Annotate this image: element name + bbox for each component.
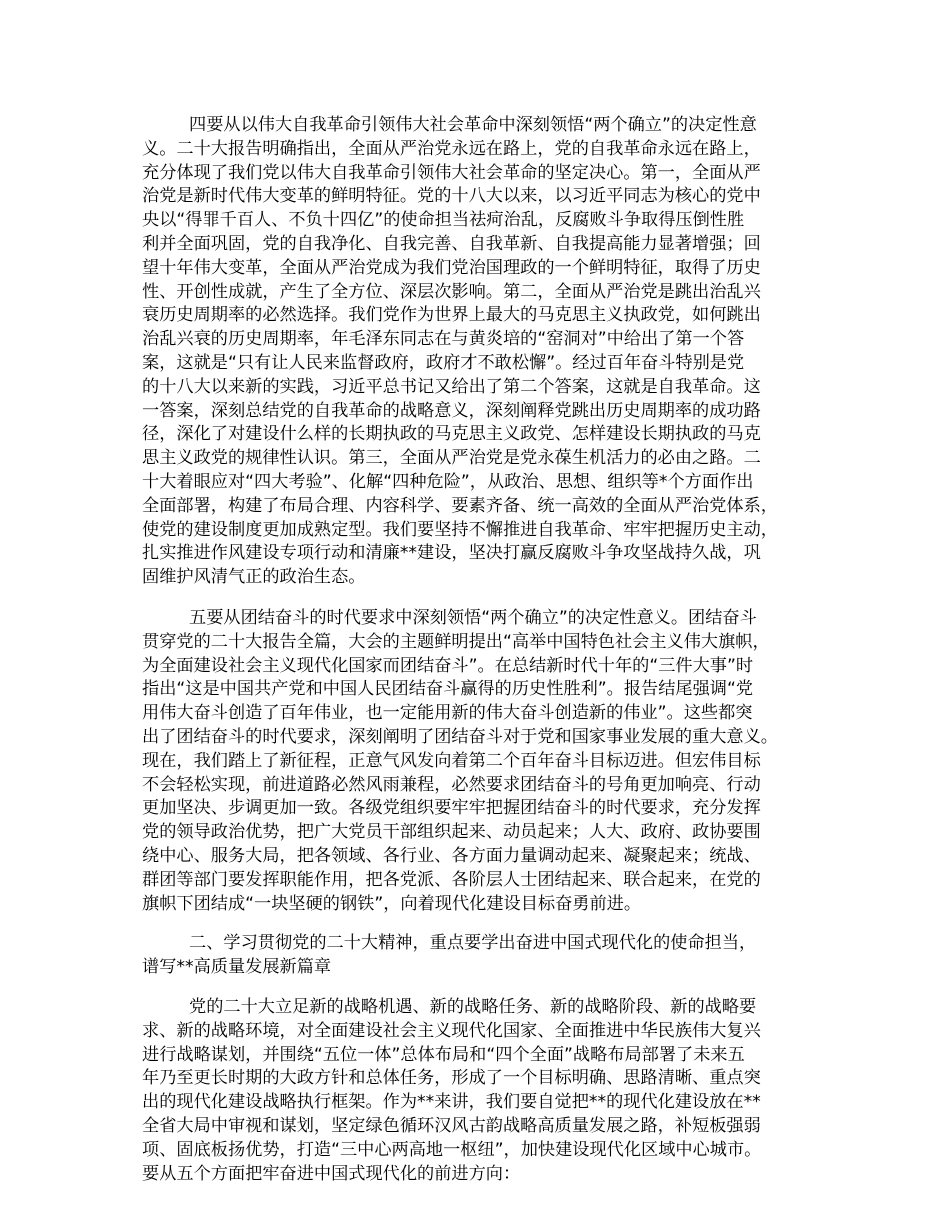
text-line: 使党的建设制度更加成熟定型。我们要坚持不懈推进自我革命、牢牢把握历史主动， (142, 519, 778, 540)
text-line: 性、开创性成就，产生了全方位、深层次影响。第二，全面从严治党是跳出治乱兴 (142, 281, 761, 302)
text-line: 要从五个方面把牢奋进中国式现代化的前进方向： (142, 1163, 521, 1184)
text-line: 绕中心、服务大局，把各领域、各行业、各方面力量调动起来、凝聚起来；统战、 (142, 846, 761, 866)
text-line: 扎实推进作风建设专项行动和清廉**建设，坚决打赢反腐败斗争攻坚战持久战，巩 (142, 543, 761, 564)
text-line: 指出“这是中国共产党和中国人民团结奋斗赢得的历史性胜利”。报告结尾强调“党 (142, 679, 754, 700)
text-line: 衰历史周期率的必然选择。我们党作为世界上最大的马克思主义执政党，如何跳出 (142, 305, 761, 326)
text-line: 现在，我们踏上了新征程，正意气风发向着第二个百年奋斗目标迈进。但宏伟目标 (142, 750, 761, 771)
text-line: 十大着眼应对“四大考验”、化解“四种危险”，从政治、思想、组织等*个方面作出 (142, 472, 754, 492)
text-line: 治乱兴衰的历史周期率，年毛泽东同志在与黄炎培的“窑洞对”中给出了第一个答 (142, 329, 745, 350)
text-line: 五要从团结奋斗的时代要求中深刻领悟“两个确立”的决定性意义。团结奋斗 (189, 608, 757, 628)
text-line: 项、固底板扬优势，打造“三中心两高地一枢纽”，加快建设现代化区域中心城市。 (142, 1139, 762, 1160)
text-line: 利并全面巩固，党的自我净化、自我完善、自我革新、自我提高能力显著增强；回 (142, 234, 761, 254)
text-line: 求、新的战略环境，对全面建设社会主义现代化国家、全面推进中华民族伟大复兴 (142, 1020, 761, 1041)
text-line: 义。二十大报告明确指出，全面从严治党永远在路上，党的自我革命永远在路上， (142, 138, 761, 159)
text-line: 固维护风清气正的政治生态。 (142, 567, 366, 588)
text-line: 央以“得罪千百人、不负十四亿”的使命担当祛疴治乱，反腐败斗争取得压倒性胜 (142, 210, 745, 231)
text-line: 的十八大以来新的实践，习近平总书记又给出了第二个答案，这就是自我革命。这 (142, 376, 761, 397)
text-line: 出的现代化建设战略执行框架。作为**来讲，我们要自觉把**的现代化建设放在** (142, 1092, 761, 1113)
text-line: 一答案，深刻总结党的自我革命的战略意义，深刻阐释党跳出历史周期率的成功路 (142, 400, 761, 421)
text-line: 党的二十大立足新的战略机遇、新的战略任务、新的战略阶段、新的战略要 (189, 997, 757, 1017)
text-line: 径，深化了对建设什么样的长期执政的马克思主义政党、怎样建设长期执政的马克 (142, 424, 761, 445)
text-line: 为全面建设社会主义现代化国家而团结奋斗”。在总结新时代十年的“三件大事”时 (142, 655, 754, 676)
text-line: 贯穿党的二十大报告全篇，大会的主题鲜明提出“高举中国特色社会主义伟大旗帜， (142, 631, 770, 652)
text-line: 望十年伟大变革，全面从严治党成为我们党治国理政的一个鲜明特征，取得了历史 (142, 257, 761, 278)
text-line: 群团等部门要发挥职能作用，把各党派、各阶层人士团结起来、联合起来，在党的 (142, 869, 761, 890)
text-line: 更加坚决、步调更加一致。各级党组织要牢牢把握团结奋斗的时代要求，充分发挥 (142, 798, 761, 819)
text-line: 出了团结奋斗的时代要求，深刻阐明了团结奋斗对于党和国家事业发展的重大意义。 (142, 727, 778, 747)
text-line: 进行战略谋划，并围绕“五位一体”总体布局和“四个全面”战略布局部署了未来五 (142, 1044, 745, 1065)
text-line: 党的领导政治优势，把广大党员干部组织起来、动员起来；人大、政府、政协要围 (142, 822, 761, 843)
text-line: 案，这就是“只有让人民来监督政府，政府才不敢松懈”。经过百年奋斗特别是党 (142, 353, 745, 373)
text-line: 全面部署，构建了布局合理、内容科学、要素齐备、统一高效的全面从严治党体系， (142, 495, 778, 516)
text-line: 年乃至更长时期的大政方针和总体任务，形成了一个目标明确、思路清晰、重点突 (142, 1068, 761, 1089)
text-line: 旗帜下团结成“一块坚硬的钢铁”，向着现代化建设目标奋勇前进。 (142, 893, 642, 914)
heading-line: 二、学习贯彻党的二十大精神，重点要学出奋进中国式现代化的使命担当， (189, 933, 757, 953)
text-line: 用伟大奋斗创造了百年伟业，也一定能用新的伟大奋斗创造新的伟业”。这些都突 (142, 703, 753, 724)
text-line: 治党是新时代伟大变革的鲜明特征。党的十八大以来，以习近平同志为核心的党中 (142, 186, 761, 207)
text-line: 四要从以伟大自我革命引领伟大社会革命中深刻领悟“两个确立”的决定性意 (189, 115, 757, 135)
text-line: 全省大局中审视和谋划，坚定绿色循环汉风古韵战略高质量发展之路，补短板强弱 (142, 1116, 761, 1136)
text-line: 思主义政党的规律性认识。第三，全面从严治党是党永葆生机活力的必由之路。二 (142, 448, 761, 469)
heading-line: 谱写**高质量发展新篇章 (142, 956, 332, 977)
text-line: 不会轻松实现，前进道路必然风雨兼程，必然要求团结奋斗的号角更加响亮、行动 (142, 774, 761, 795)
text-line: 充分体现了我们党以伟大自我革命引领伟大社会革命的坚定决心。第一，全面从严 (142, 162, 761, 183)
